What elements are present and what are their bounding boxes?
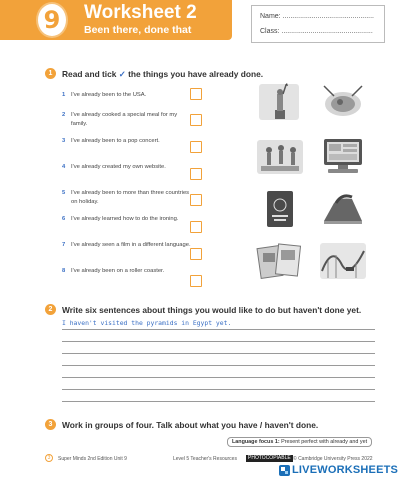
film-posters-icon	[255, 241, 305, 281]
name-field[interactable]: Name: ...............................................	[260, 13, 374, 20]
item-text: I've already learned how to do the ironing.	[71, 216, 179, 222]
section-1-title	[62, 69, 263, 79]
writing-line[interactable]	[62, 329, 375, 330]
class-field[interactable]: Class: ...............................................	[260, 28, 373, 35]
item-text: I've already seen a film in a different language.	[71, 242, 191, 248]
worksheet-title: Worksheet 2	[84, 2, 197, 23]
language-focus-text: Present perfect with already and yet	[279, 439, 368, 445]
section-1-title-start: Read and tick	[62, 69, 119, 79]
item-text: I've already been to a pop concert.	[71, 138, 160, 144]
footer-copyright: © Cambridge University Press 2022	[293, 456, 373, 462]
footer-book: Super Minds 2nd Edition Unit 9	[58, 456, 127, 462]
tick-checkbox[interactable]	[190, 248, 202, 260]
tick-checkbox[interactable]	[190, 275, 202, 287]
item-number: 5	[62, 190, 66, 196]
section-2-title: Write six sentences about things you would like to do but haven't done yet.	[62, 305, 362, 315]
passport-icon	[255, 189, 305, 229]
item-text: I've already been on a roller coaster.	[71, 268, 165, 274]
writing-line[interactable]	[62, 401, 375, 402]
item-text: I've already been to the USA.	[71, 92, 147, 98]
item-number: 8	[62, 268, 66, 274]
unit-badge	[36, 2, 68, 38]
tick-checkbox[interactable]	[190, 168, 202, 180]
item-number: 6	[62, 216, 66, 222]
liveworksheets-icon	[278, 464, 291, 477]
section-2-number: 2	[45, 304, 56, 315]
writing-line[interactable]	[62, 389, 375, 390]
footer-resources: Level 5 Teacher's Resources	[173, 456, 237, 462]
tick-checkbox[interactable]	[190, 141, 202, 153]
unit-number: 9	[43, 6, 61, 34]
section-3-number: 3	[45, 419, 56, 430]
roller-coaster-icon	[318, 241, 368, 281]
section-3-title: Work in groups of four. Talk about what you have / haven't done.	[62, 420, 319, 430]
page-number: 3	[45, 454, 53, 462]
example-sentence: I haven't visited the pyramids in Egypt yet.	[62, 319, 232, 327]
writing-line[interactable]	[62, 377, 375, 378]
language-focus-badge	[227, 437, 372, 447]
section-1-number: 1	[45, 68, 56, 79]
photocopiable-badge: PHOTOCOPIABLE	[248, 455, 291, 461]
item-number: 2	[62, 112, 66, 118]
name-class-box	[251, 5, 385, 43]
tick-icon: ✓	[118, 69, 126, 79]
writing-line[interactable]	[62, 365, 375, 366]
tick-checkbox[interactable]	[190, 194, 202, 206]
statue-of-liberty-icon	[255, 82, 305, 122]
worksheet-header	[0, 0, 232, 40]
writing-line[interactable]	[62, 341, 375, 342]
language-focus-label: Language focus 1:	[232, 439, 280, 445]
website-monitor-icon	[318, 136, 368, 176]
item-number: 4	[62, 164, 66, 170]
pop-concert-icon	[255, 136, 305, 176]
item-text: I've already created my own website.	[71, 164, 166, 170]
item-number: 1	[62, 92, 66, 98]
item-text: I've already been to more than three countries on holiday.	[71, 190, 190, 205]
liveworksheets-logo	[278, 464, 400, 478]
tick-checkbox[interactable]	[190, 221, 202, 233]
item-number: 3	[62, 138, 66, 144]
worksheet-subtitle: Been there, done that	[84, 24, 192, 36]
item-text: I've already cooked a special meal for my family.	[71, 112, 178, 127]
meal-plate-icon	[318, 82, 368, 122]
iron-icon	[318, 189, 368, 229]
tick-checkbox[interactable]	[190, 114, 202, 126]
item-number: 7	[62, 242, 66, 248]
section-1-title-end: the things you have already done.	[125, 69, 264, 79]
writing-line[interactable]	[62, 353, 375, 354]
liveworksheets-watermark: LIVEWORKSHEETS	[292, 464, 399, 476]
tick-checkbox[interactable]	[190, 88, 202, 100]
